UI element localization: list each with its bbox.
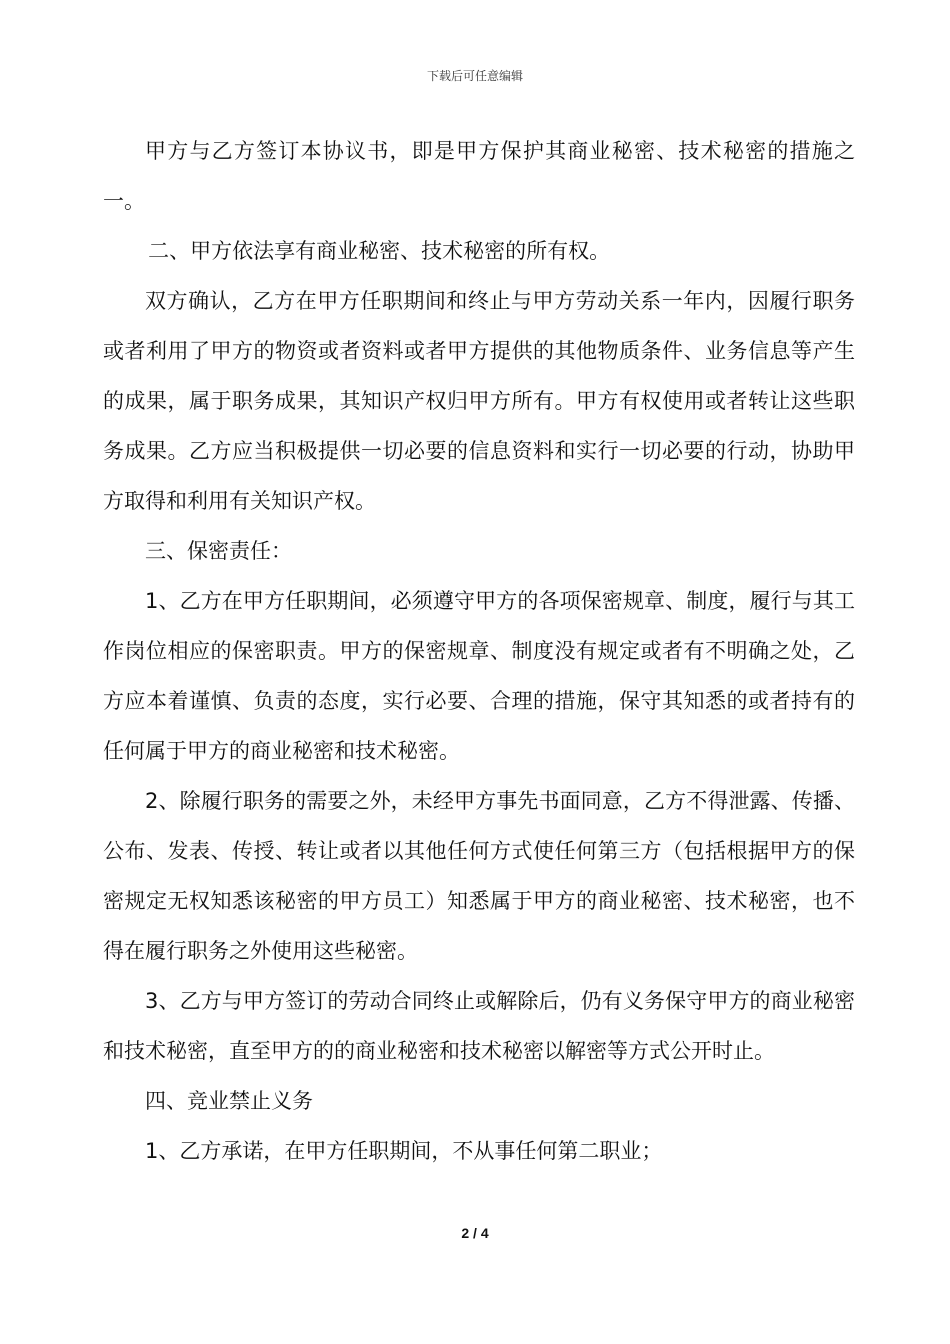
section-heading-2: 二、甲方依法享有商业秘密、技术秘密的所有权。	[148, 239, 611, 263]
paragraph-confidentiality-1: 1、乙方在甲方任职期间，必须遵守甲方的各项保密规章、制度，履行与其工作岗位相应的保密职责。甲方的保密规章、制度没有规定或者有不明确之处，乙方应本着谨慎、负责的态度，实行必要、合理的措施，保守其知悉的或者持有的任何属于甲方的商业秘密和技术秘密。	[103, 589, 855, 763]
page-header: 下载后可任意编辑	[426, 69, 523, 83]
paragraph-ownership: 双方确认，乙方在甲方任职期间和终止与甲方劳动关系一年内，因履行职务或者利用了甲方的物资或者资料或者甲方提供的其他物质条件、业务信息等产生的成果，属于职务成果，其知识产权归甲方所有。甲方有权使用或者转让这些职务成果。乙方应当积极提供一切必要的信息资料和实行一切必要的行动，协助甲方取得和利用有关知识产权。	[103, 289, 855, 513]
section-heading-3: 三、保密责任：	[145, 539, 292, 563]
paragraph-noncompete-1: 1、乙方承诺，在甲方任职期间，不从事任何第二职业；	[145, 1139, 663, 1163]
document-body	[103, 126, 855, 1176]
page-number: 2 / 4	[461, 1225, 489, 1241]
paragraph-confidentiality-3: 3、乙方与甲方签订的劳动合同终止或解除后，仍有义务保守甲方的商业秘密和技术秘密，直至甲方的的商业秘密和技术秘密以解密等方式公开时止。	[103, 989, 855, 1063]
section-heading-4: 四、竞业禁止义务	[145, 1089, 313, 1113]
paragraph-intro: 甲方与乙方签订本协议书，即是甲方保护其商业秘密、技术秘密的措施之一。	[103, 139, 855, 213]
paragraph-confidentiality-2: 2、除履行职务的需要之外，未经甲方事先书面同意，乙方不得泄露、传播、公布、发表、传授、转让或者以其他任何方式使任何第三方（包括根据甲方的保密规定无权知悉该秘密的甲方员工）知悉属于甲方的商业秘密、技术秘密，也不得在履行职务之外使用这些秘密。	[103, 789, 855, 963]
